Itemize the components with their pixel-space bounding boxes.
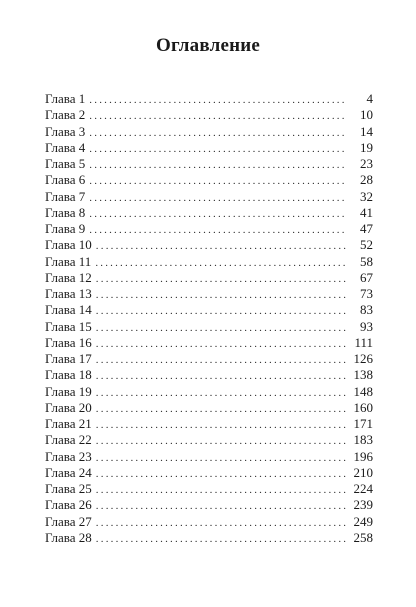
toc-leader-dots bbox=[96, 303, 347, 319]
toc-entry-page-number: 93 bbox=[360, 318, 373, 334]
toc-entry[interactable] bbox=[45, 254, 373, 270]
toc-entry-label: Глава 12 bbox=[45, 269, 92, 285]
toc-leader-dots bbox=[96, 368, 347, 384]
toc-leader-dots bbox=[96, 450, 347, 466]
toc-entry-label: Глава 5 bbox=[45, 156, 86, 171]
toc-entry-page-number: 210 bbox=[353, 464, 373, 480]
toc-leader-dots bbox=[89, 190, 347, 206]
toc-leader-dots bbox=[89, 222, 347, 238]
toc-leader-dots bbox=[96, 433, 347, 449]
toc-entry-page-number: 224 bbox=[353, 481, 373, 496]
toc-entry[interactable] bbox=[45, 107, 373, 123]
toc-leader-dots bbox=[96, 271, 347, 287]
toc-entry-label: Глава 8 bbox=[45, 204, 86, 220]
toc-entry-page-number: 160 bbox=[353, 399, 373, 415]
toc-leader-dots bbox=[96, 531, 347, 547]
toc-entry-page-number: 239 bbox=[353, 497, 373, 513]
toc-entry-page-number: 28 bbox=[360, 172, 373, 188]
toc-entry[interactable] bbox=[45, 124, 373, 140]
toc-entry[interactable] bbox=[45, 319, 373, 335]
toc-entry-label: Глава 10 bbox=[45, 237, 92, 253]
toc-leader-dots bbox=[96, 515, 347, 531]
toc-leader-dots bbox=[89, 173, 347, 189]
toc-entry[interactable] bbox=[45, 335, 373, 351]
toc-entry-page-number: 47 bbox=[360, 221, 373, 236]
toc-entry-label: Глава 18 bbox=[45, 367, 92, 383]
toc-leader-dots bbox=[96, 336, 347, 352]
toc-leader-dots bbox=[96, 320, 347, 336]
toc-entry[interactable] bbox=[45, 156, 373, 172]
toc-entry-page-number: 10 bbox=[360, 107, 373, 123]
toc-entry-label: Глава 11 bbox=[45, 253, 92, 269]
toc-entry-label: Глава 17 bbox=[45, 351, 92, 366]
toc-leader-dots bbox=[96, 287, 347, 303]
toc-leader-dots bbox=[96, 238, 347, 254]
toc-entry-page-number: 4 bbox=[366, 91, 373, 106]
toc-entry-label: Глава 25 bbox=[45, 481, 92, 496]
toc-entry-page-number: 183 bbox=[353, 432, 373, 448]
toc-entry-page-number: 83 bbox=[360, 302, 373, 318]
toc-entry-label: Глава 2 bbox=[45, 107, 86, 123]
toc-entry[interactable] bbox=[45, 449, 373, 465]
table-of-contents bbox=[45, 91, 373, 546]
toc-entry-page-number: 73 bbox=[360, 286, 373, 301]
toc-leader-dots bbox=[96, 417, 347, 433]
toc-leader-dots bbox=[96, 482, 347, 498]
toc-entry-label: Глава 26 bbox=[45, 497, 92, 513]
toc-entry[interactable] bbox=[45, 302, 373, 318]
toc-entry[interactable] bbox=[45, 530, 373, 546]
toc-leader-dots bbox=[96, 352, 347, 368]
toc-leader-dots bbox=[96, 401, 347, 417]
toc-entry[interactable] bbox=[45, 514, 373, 530]
toc-entry-page-number: 67 bbox=[360, 269, 373, 285]
toc-entry[interactable] bbox=[45, 384, 373, 400]
toc-entry-label: Глава 14 bbox=[45, 302, 92, 318]
toc-entry-page-number: 138 bbox=[353, 367, 373, 383]
toc-entry-label: Глава 7 bbox=[45, 188, 86, 204]
toc-entry-label: Глава 19 bbox=[45, 383, 92, 399]
toc-entry[interactable] bbox=[45, 286, 373, 302]
toc-entry-page-number: 14 bbox=[360, 123, 373, 139]
toc-entry-page-number: 196 bbox=[353, 448, 373, 464]
toc-entry[interactable] bbox=[45, 221, 373, 237]
toc-entry-page-number: 23 bbox=[360, 156, 373, 171]
toc-entry-label: Глава 1 bbox=[45, 91, 86, 106]
toc-entry[interactable] bbox=[45, 497, 373, 513]
toc-entry[interactable] bbox=[45, 481, 373, 497]
toc-entry[interactable] bbox=[45, 189, 373, 205]
toc-entry-page-number: 58 bbox=[360, 253, 373, 269]
toc-leader-dots bbox=[89, 141, 347, 157]
toc-entry-page-number: 148 bbox=[353, 383, 373, 399]
toc-leader-dots bbox=[89, 108, 347, 124]
toc-leader-dots bbox=[95, 255, 347, 271]
toc-leader-dots bbox=[89, 157, 347, 173]
toc-entry-label: Глава 21 bbox=[45, 416, 92, 431]
toc-entry[interactable] bbox=[45, 400, 373, 416]
toc-entry-label: Глава 15 bbox=[45, 318, 92, 334]
toc-entry-label: Глава 6 bbox=[45, 172, 86, 188]
toc-entry[interactable] bbox=[45, 140, 373, 156]
toc-leader-dots bbox=[89, 125, 347, 141]
toc-leader-dots bbox=[89, 92, 347, 108]
page-title: Оглавление bbox=[155, 35, 261, 56]
toc-entry-page-number: 32 bbox=[360, 188, 373, 204]
toc-entry[interactable] bbox=[45, 237, 373, 253]
toc-entry[interactable] bbox=[45, 367, 373, 383]
toc-entry-page-number: 19 bbox=[360, 139, 373, 155]
toc-leader-dots bbox=[96, 498, 347, 514]
toc-leader-dots bbox=[96, 385, 347, 401]
toc-entry[interactable] bbox=[45, 416, 373, 432]
toc-entry[interactable] bbox=[45, 432, 373, 448]
toc-leader-dots bbox=[96, 466, 347, 482]
toc-entry[interactable] bbox=[45, 205, 373, 221]
toc-entry-label: Глава 16 bbox=[45, 334, 92, 350]
toc-entry-label: Глава 24 bbox=[45, 464, 92, 480]
toc-entry-label: Глава 22 bbox=[45, 432, 92, 448]
toc-entry[interactable] bbox=[45, 465, 373, 481]
toc-entry-page-number: 258 bbox=[353, 529, 373, 545]
toc-entry-label: Глава 20 bbox=[45, 399, 92, 415]
toc-entry-label: Глава 3 bbox=[45, 123, 86, 139]
toc-entry-page-number: 171 bbox=[353, 416, 373, 431]
toc-entry-label: Глава 4 bbox=[45, 139, 86, 155]
toc-entry-label: Глава 9 bbox=[45, 221, 86, 236]
toc-entry[interactable] bbox=[45, 270, 373, 286]
toc-entry-page-number: 52 bbox=[360, 237, 373, 253]
toc-entry[interactable] bbox=[45, 91, 373, 107]
toc-entry-label: Глава 27 bbox=[45, 513, 92, 529]
toc-entry-page-number: 126 bbox=[353, 351, 373, 366]
toc-entry-label: Глава 23 bbox=[45, 448, 92, 464]
toc-entry-label: Глава 13 bbox=[45, 286, 92, 301]
toc-entry-page-number: 41 bbox=[360, 204, 373, 220]
toc-entry-page-number: 249 bbox=[353, 513, 373, 529]
toc-entry-label: Глава 28 bbox=[45, 529, 92, 545]
toc-entry-page-number: 111 bbox=[354, 334, 373, 350]
toc-entry[interactable] bbox=[45, 351, 373, 367]
toc-leader-dots bbox=[89, 206, 347, 222]
toc-entry[interactable] bbox=[45, 172, 373, 188]
